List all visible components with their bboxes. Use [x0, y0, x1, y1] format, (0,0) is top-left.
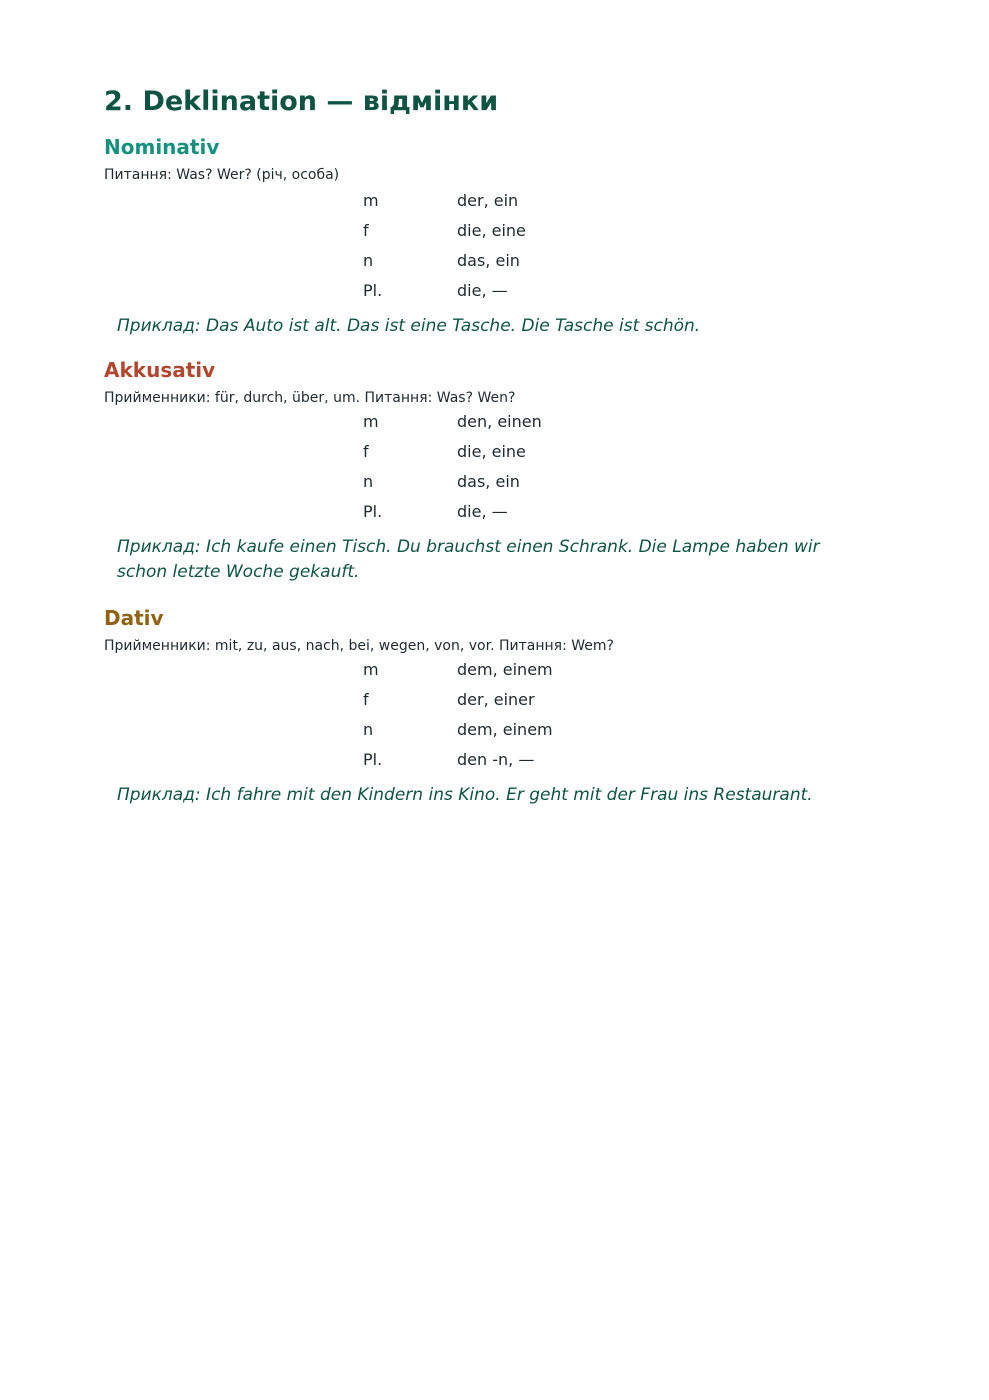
forms-cell: die, eine: [457, 442, 526, 461]
forms-cell: die, eine: [457, 221, 526, 240]
declension-table-akkusativ: [363, 407, 542, 527]
table-row: [363, 437, 542, 467]
table-row: [363, 186, 526, 216]
section-title-akkusativ: Akkusativ: [104, 358, 216, 382]
forms-cell: dem, einem: [457, 660, 553, 679]
table-row: [363, 715, 553, 745]
forms-cell: den, einen: [457, 412, 542, 431]
section-nominativ: [104, 134, 884, 339]
gender-cell: Pl.: [363, 502, 383, 521]
gender-cell: n: [363, 251, 374, 270]
forms-cell: die, —: [457, 281, 508, 300]
forms-cell: den -n, —: [457, 750, 535, 769]
section-title-dativ: Dativ: [104, 606, 164, 630]
declension-table-nominativ: [363, 186, 526, 306]
gender-cell: f: [363, 442, 369, 461]
example-nominativ: Приклад: Das Auto ist alt. Das ist eine Tasche. Die Tasche ist schön.: [117, 316, 701, 336]
forms-cell: die, —: [457, 502, 508, 521]
gender-cell: m: [363, 412, 379, 431]
table-row: [363, 246, 526, 276]
gender-cell: f: [363, 690, 369, 709]
gender-cell: n: [363, 472, 374, 491]
gender-cell: f: [363, 221, 369, 240]
forms-cell: dem, einem: [457, 720, 553, 739]
gender-cell: m: [363, 660, 379, 679]
section-hint-dativ: Прийменники: mit, zu, aus, nach, bei, wegen, von, vor. Питання: Wem?: [104, 638, 614, 654]
section-akkusativ: [104, 357, 884, 585]
table-row: [363, 276, 526, 306]
gender-cell: m: [363, 191, 379, 210]
example-akkusativ: Приклад: Ich kaufe einen Tisch. Du brauchst einen Schrank. Die Lampe haben wir schon letzte Woche gekauft.: [117, 537, 820, 582]
section-title-nominativ: Nominativ: [104, 135, 220, 159]
gender-cell: Pl.: [363, 281, 383, 300]
table-row: [363, 655, 553, 685]
table-row: [363, 497, 542, 527]
table-row: [363, 407, 542, 437]
forms-cell: der, ein: [457, 191, 519, 210]
forms-cell: das, ein: [457, 251, 520, 270]
table-row: [363, 467, 542, 497]
forms-cell: das, ein: [457, 472, 520, 491]
section-hint-nominativ: Питання: Was? Wer? (річ, особа): [104, 167, 340, 183]
example-dativ: Приклад: Ich fahre mit den Kindern ins Kino. Er geht mit der Frau ins Restaurant.: [117, 785, 813, 805]
table-row: [363, 685, 553, 715]
page-title: 2. Deklination — відмінки: [104, 86, 499, 117]
table-row: [363, 745, 553, 775]
declension-table-dativ: [363, 655, 553, 775]
section-hint-akkusativ: Прийменники: für, durch, über, um. Питання: Was? Wen?: [104, 390, 516, 406]
section-dativ: [104, 605, 884, 808]
gender-cell: n: [363, 720, 374, 739]
gender-cell: Pl.: [363, 750, 383, 769]
document-page: [104, 84, 884, 808]
forms-cell: der, einer: [457, 690, 535, 709]
table-row: [363, 216, 526, 246]
